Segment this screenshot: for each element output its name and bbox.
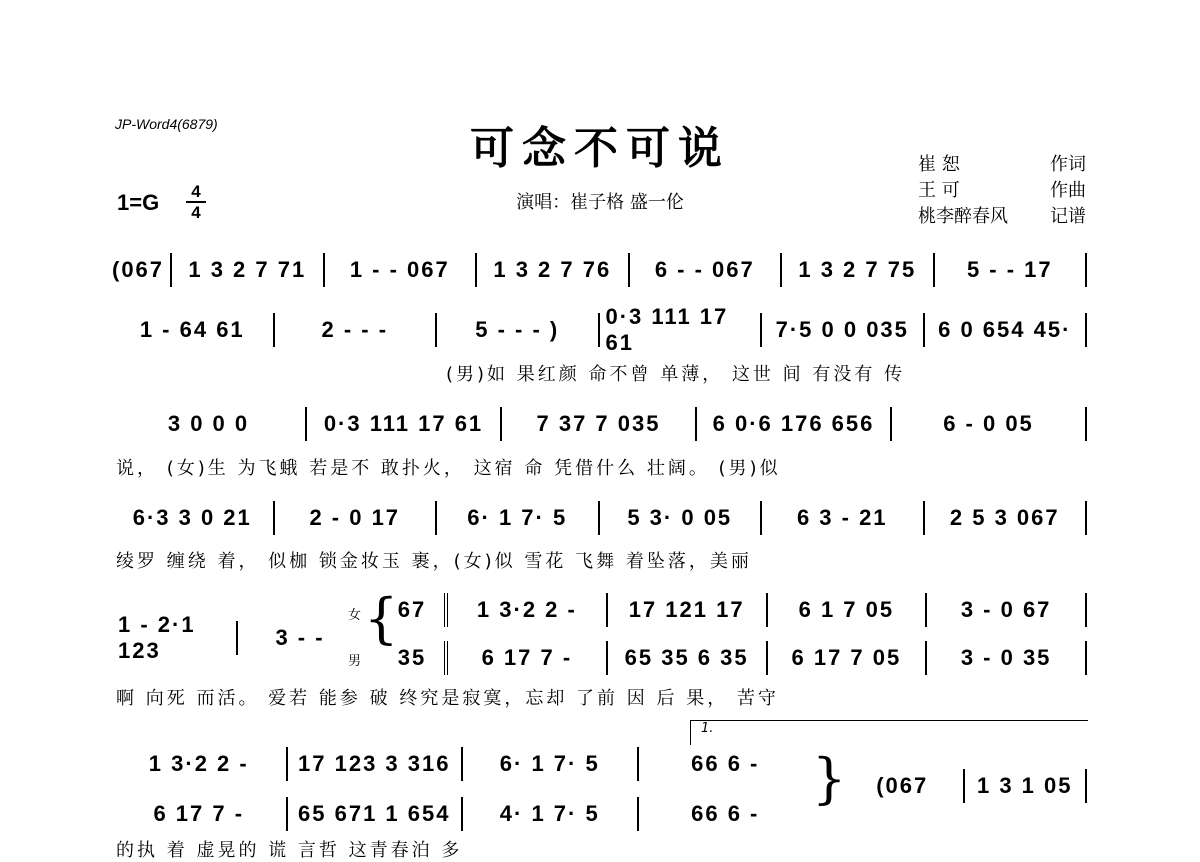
measure: 5 - - - ) [437, 313, 600, 347]
measure: 1 3 2 7 75 [782, 253, 935, 287]
lyric-text: 的执 着 虚晃的 谎 言哲 这青春泊 多 [116, 840, 463, 861]
lyrics-line-1 [112, 360, 1087, 386]
measure: 3 - 0 67 [927, 593, 1087, 627]
score-row-5 [112, 612, 362, 663]
measure: 6 - 0 05 [892, 407, 1087, 441]
measure: 17 121 17 [608, 593, 768, 627]
software-label: JP-Word4(6879) [115, 116, 218, 132]
measure: 1 - - 067 [325, 253, 478, 287]
measure: 1 3·2 2 - [448, 593, 608, 627]
measure: 3 0 0 0 [112, 407, 307, 441]
measure: 66 6 - [691, 801, 760, 826]
measure: 3 - 0 35 [927, 641, 1087, 675]
singers: 演唱：崔子格 盛一伦 [516, 192, 684, 213]
measure: 5 - - 17 [935, 253, 1088, 287]
measure: 6 - - 067 [630, 253, 783, 287]
measure: 67 [380, 593, 448, 627]
credit-name: 王 可 [918, 180, 960, 201]
score-row-1 [112, 252, 1087, 288]
score-row-female [380, 592, 1087, 628]
measure: 2 5 3 067 [925, 501, 1088, 535]
score-row-3 [112, 406, 1087, 442]
score-row-male [380, 640, 1087, 676]
measure: 6 1 7 05 [768, 593, 928, 627]
measure: 2 - 0 17 [275, 501, 438, 535]
measure: 6 17 7 05 [768, 641, 928, 675]
credit-transcriber [918, 202, 1086, 228]
measure: 1 3·2 2 - [112, 747, 288, 781]
measure: 6 17 7 - [448, 641, 608, 675]
voice-label-male: 男 [348, 654, 362, 669]
credit-name: 桃李醉春风 [918, 206, 1008, 227]
measure: 6 0 654 45· [925, 313, 1088, 347]
system-brace: { [364, 587, 399, 650]
measure: (067 [842, 769, 965, 803]
measure: 65 671 1 654 [288, 797, 464, 831]
credit-role: 记谱 [1050, 206, 1086, 227]
measure: 17 123 3 316 [288, 747, 464, 781]
lyrics-line-5 [112, 836, 1087, 861]
score-row-4 [112, 500, 1087, 536]
lyrics-line-2 [112, 454, 1087, 480]
time-signature-top: 4 [191, 182, 201, 201]
lyric-text: (男)如 果红颜 命不曾 单薄， 这世 间 有没有 传 [446, 364, 906, 385]
score-row-6-interlude [842, 768, 1087, 804]
measure: 6·3 3 0 21 [112, 501, 275, 535]
lyric-text: 绫罗 缠绕 着， 似枷 锁金妆玉 裹，(女)似 雪花 飞舞 着坠落，美丽 [116, 551, 752, 572]
measure: 35 [380, 641, 448, 675]
measure: 6· 1 7· 5 [437, 501, 600, 535]
measure: 7·5 0 0 035 [762, 313, 925, 347]
measure: 6 17 7 - [112, 797, 288, 831]
lyrics-line-3 [112, 547, 1087, 573]
score-row-2 [112, 304, 1087, 355]
measure: 5 3· 0 05 [600, 501, 763, 535]
measure: 0·3 111 17 61 [307, 407, 502, 441]
measure: 1 3 2 7 71 [172, 253, 325, 287]
measure: 1 - 2·1 123 [112, 621, 238, 655]
measure: 6 3 - 21 [762, 501, 925, 535]
score-row-6-male [112, 796, 812, 832]
measure: 65 35 6 35 [608, 641, 768, 675]
volta-bracket [690, 720, 1088, 745]
measure: 1 3 2 7 76 [477, 253, 630, 287]
credit-role: 作曲 [1050, 180, 1086, 201]
volta-label: 1. [701, 721, 714, 736]
voice-label-female: 女 [348, 608, 362, 623]
measure: 2 - - - [275, 313, 438, 347]
system-brace: } [812, 747, 847, 810]
measure: 66 6 - [691, 751, 760, 776]
key-signature: 1=G [117, 190, 160, 215]
credit-lyricist [918, 150, 1086, 176]
lyrics-line-4 [112, 684, 1087, 710]
measure: 6· 1 7· 5 [463, 747, 639, 781]
measure: 4· 1 7· 5 [463, 797, 639, 831]
measure: 1 3 1 05 [965, 769, 1088, 803]
song-title: 可念不可说 [470, 123, 730, 174]
measure: 6 0·6 176 656 [697, 407, 892, 441]
credit-name: 崔 恕 [918, 154, 960, 175]
lyric-text: 说， (女)生 为飞蛾 若是不 敢扑火， 这宿 命 凭借什么 壮阔。 (男)似 [116, 458, 781, 479]
measure: 0·3 111 17 61 [600, 313, 763, 347]
time-signature-bottom: 4 [191, 203, 201, 222]
measure: 7 37 7 035 [502, 407, 697, 441]
score-row-6-female [112, 746, 812, 782]
credit-role: 作词 [1050, 154, 1086, 175]
measure: 1 - 64 61 [112, 313, 275, 347]
measure: (067 [112, 253, 172, 287]
lyric-text: 啊 向死 而活。 爱若 能参 破 终究是寂寞，忘却 了前 因 后 果， 苦守 [116, 688, 779, 709]
measure: 3 - - [275, 625, 325, 650]
credit-composer [918, 176, 1086, 202]
